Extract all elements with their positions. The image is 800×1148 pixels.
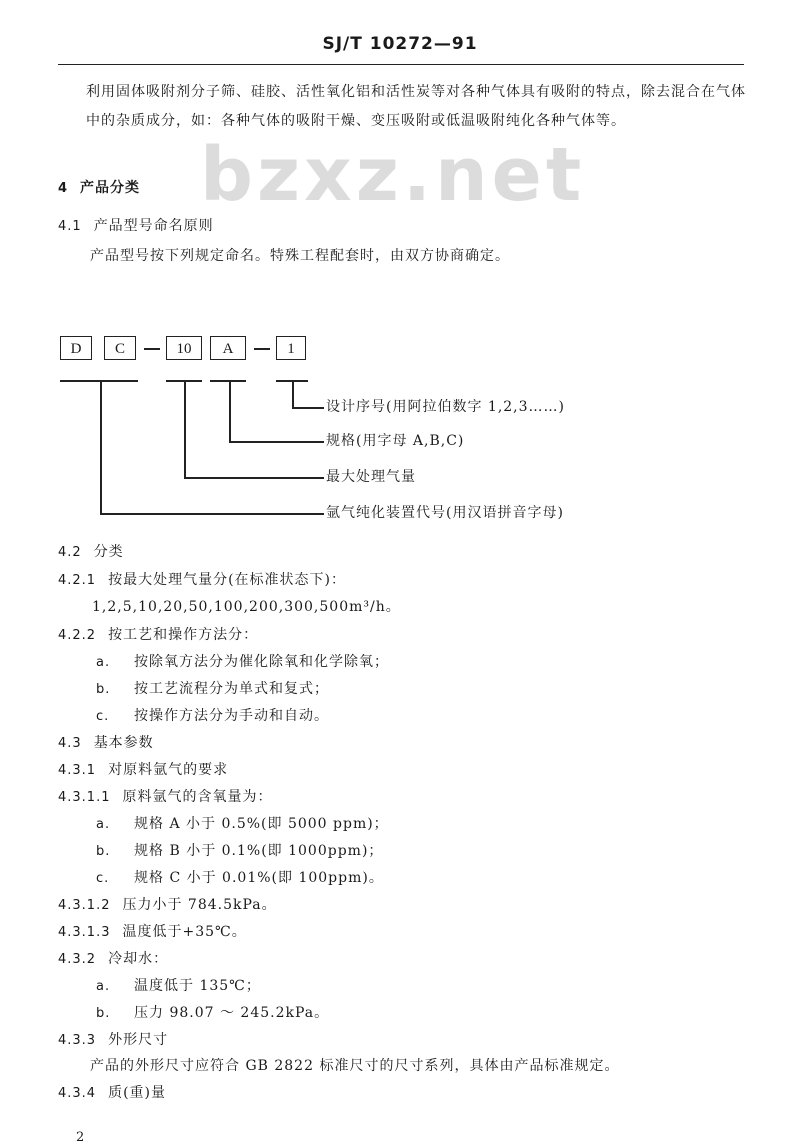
- section-number: 4.3.3: [58, 1033, 97, 1048]
- list-text: 按操作方法分为手动和自动。: [134, 708, 329, 724]
- watermark: bzxz.net: [200, 132, 586, 218]
- section-4-3-1-heading: [58, 760, 228, 781]
- list-item: [96, 976, 261, 997]
- code-box-spec: A: [210, 336, 246, 360]
- list-item: [96, 841, 383, 862]
- list-mark: b.: [96, 844, 111, 859]
- code-box-c: C: [104, 336, 136, 360]
- capacity-values: 1,2,5,10,20,50,100,200,300,500m³/h。: [92, 599, 401, 615]
- section-number: 4.2: [58, 545, 82, 560]
- code-box-seq: 1: [276, 336, 306, 360]
- list-text: 压力 98.07 ～ 245.2kPa。: [134, 1005, 330, 1021]
- leader-device: [100, 382, 102, 514]
- label-max-capacity: 最大处理气量: [326, 469, 416, 485]
- section-number: 4.3: [58, 736, 82, 751]
- section-4-3-1-3: [58, 922, 247, 943]
- list-item: [96, 706, 329, 727]
- section-number: 4.2.1: [58, 573, 97, 588]
- code-dash: [254, 348, 270, 350]
- section-number: 4.3.4: [58, 1086, 97, 1101]
- list-item: [96, 679, 329, 700]
- section-title: 冷却水：: [108, 951, 169, 967]
- list-item: [96, 1003, 329, 1024]
- section-4-3-4-heading: [58, 1083, 166, 1104]
- list-mark: c.: [96, 871, 110, 886]
- list-item: [96, 814, 389, 835]
- label-spec: 规格(用字母 A,B,C): [326, 433, 465, 449]
- section-number: 4.2.2: [58, 628, 97, 643]
- section-number: 4.3.1.3: [58, 925, 111, 940]
- list-text: 按工艺流程分为单式和复式；: [134, 681, 329, 697]
- section-number: 4.3.1.2: [58, 898, 111, 913]
- section-4-2-1-heading: [58, 570, 346, 591]
- section-4-3-3-heading: [58, 1030, 168, 1051]
- list-mark: b.: [96, 1006, 111, 1021]
- list-mark: a.: [96, 655, 111, 670]
- leader-spec-h: [229, 441, 324, 443]
- section-title: 温度低于+35℃。: [122, 924, 247, 940]
- section-title: 对原料氩气的要求: [108, 762, 229, 778]
- page-number: 2: [76, 1130, 85, 1145]
- list-item: [96, 652, 389, 673]
- list-mark: b.: [96, 682, 111, 697]
- section-4-3-heading: [58, 733, 154, 754]
- list-text: 规格 C 小于 0.01%(即 100ppm)。: [134, 870, 384, 886]
- section-4-2-2-heading: [58, 625, 258, 646]
- underline-device: [60, 380, 138, 382]
- section-title: 压力小于 784.5kPa。: [122, 897, 277, 913]
- leader-capacity: [184, 382, 186, 478]
- header-rule: [58, 64, 744, 65]
- leader-capacity-h: [184, 477, 324, 479]
- section-title: 外形尺寸: [108, 1032, 169, 1048]
- intro-text: 利用固体吸附剂分子筛、硅胶、活性氧化铝和活性炭等对各种气体具有吸附的特点，除去混合在气体中的杂质成分，如：各种气体的吸附干燥、变压吸附或低温吸附纯化各种气体等。: [86, 84, 746, 129]
- leader-spec: [229, 382, 231, 442]
- section-4-heading: [58, 178, 140, 199]
- list-text: 规格 B 小于 0.1%(即 1000ppm)；: [134, 843, 384, 859]
- intro-paragraph: [58, 78, 748, 136]
- code-box-d: D: [60, 336, 92, 360]
- section-4-1-heading: [58, 216, 214, 237]
- section-number: 4: [58, 181, 69, 196]
- leader-device-h: [100, 513, 324, 515]
- list-mark: c.: [96, 709, 110, 724]
- list-mark: a.: [96, 979, 111, 994]
- list-item: [96, 868, 384, 889]
- section-number: 4.1: [58, 219, 82, 234]
- leader-seq: [292, 382, 294, 408]
- label-design-sequence: 设计序号(用阿拉伯数字 1,2,3……): [326, 399, 565, 415]
- section-title: 产品分类: [80, 180, 141, 196]
- list-text: 规格 A 小于 0.5%(即 5000 ppm)；: [134, 816, 389, 832]
- section-4-2-heading: [58, 542, 124, 563]
- section-title: 产品型号命名原则: [93, 218, 214, 234]
- section-4-3-1-2: [58, 895, 277, 916]
- section-4-3-1-1-heading: [58, 787, 272, 808]
- section-number: 4.3.1: [58, 763, 97, 778]
- list-mark: a.: [96, 817, 111, 832]
- section-number: 4.3.1.1: [58, 790, 111, 805]
- underline-spec: [210, 380, 246, 382]
- label-device-code: 氩气纯化装置代号(用汉语拼音字母): [326, 505, 564, 521]
- section-4-3-2-heading: [58, 949, 168, 970]
- section-number: 4.3.2: [58, 952, 97, 967]
- code-dash: [144, 348, 160, 350]
- list-text: 按除氧方法分为催化除氧和化学除氧；: [134, 654, 389, 670]
- section-title: 按工艺和操作方法分：: [108, 627, 259, 643]
- section-4-1-text: 产品型号按下列规定命名。特殊工程配套时，由双方协商确定。: [90, 248, 510, 264]
- section-4-3-3-text: 产品的外形尺寸应符合 GB 2822 标准尺寸的尺寸系列，具体由产品标准规定。: [90, 1058, 620, 1074]
- section-title: 基本参数: [93, 735, 154, 751]
- list-text: 温度低于 135℃；: [134, 978, 261, 994]
- section-title: 原料氩气的含氧量为：: [122, 789, 273, 805]
- leader-seq-h: [292, 407, 324, 409]
- section-title: 分类: [93, 544, 124, 560]
- section-title: 按最大处理气量分(在标准状态下)：: [108, 572, 347, 588]
- standard-code-header: SJ/T 10272—91: [322, 34, 478, 54]
- section-title: 质(重)量: [108, 1085, 167, 1101]
- code-box-capacity: 10: [166, 336, 202, 360]
